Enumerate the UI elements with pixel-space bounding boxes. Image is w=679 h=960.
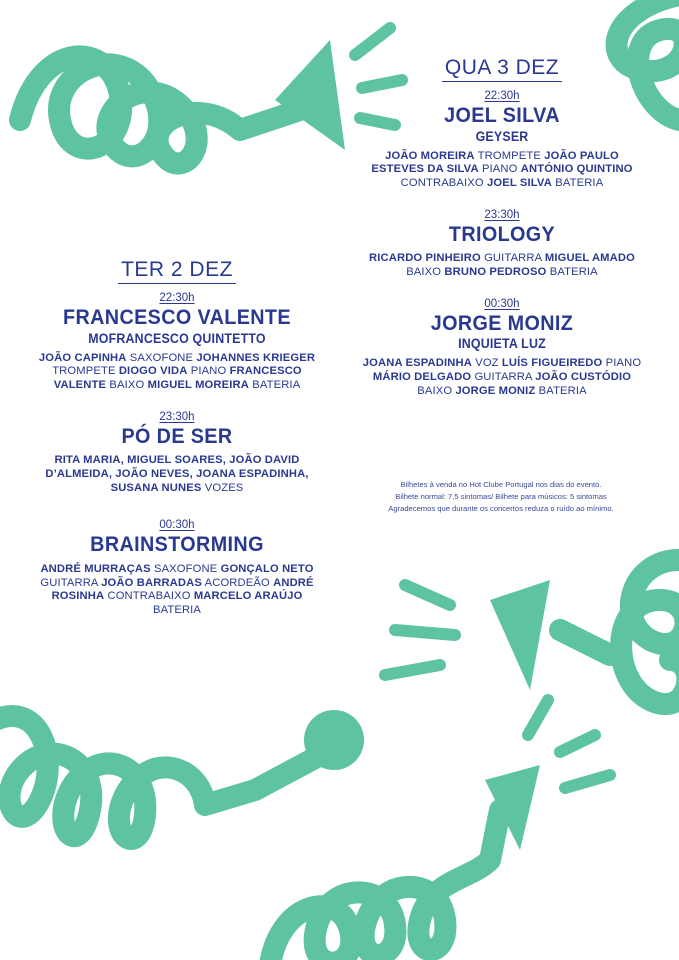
act-po-de-ser xyxy=(32,407,322,496)
instrument: VOZ xyxy=(475,357,499,370)
act-lineup xyxy=(362,357,642,398)
act-lineup xyxy=(32,352,322,393)
musician-name: RITA MARIA, MIGUEL SOARES, JOÃO DAVID D’ALMEIDA, JOÃO NEVES, JOANA ESPADINHA, SUSANA NUNES xyxy=(45,454,309,494)
horn-illustration-top-left xyxy=(20,56,300,163)
act-band: MOFRANCESCO QUINTETTO xyxy=(88,330,266,346)
ticket-info-line: Bilhete normal: 7,5 sintomas/ Bilhete para músicos: 5 sintomas xyxy=(395,491,607,501)
instrument: BATERIA xyxy=(549,265,598,278)
instrument: BAIXO xyxy=(417,384,453,397)
act-triology xyxy=(362,205,642,280)
act-name: JOEL SILVA xyxy=(444,103,560,127)
act-time: 22:30h xyxy=(159,292,195,304)
ticket-info-line: Agradecemos que durante os concertos reduza o ruído ao mínimo. xyxy=(388,503,614,513)
horn-illustration-bottom-right xyxy=(270,810,500,960)
musician-name: JOEL SILVA xyxy=(487,176,552,189)
musician-name: ANDRÉ MURRAÇAS xyxy=(40,562,151,575)
act-name: TRIOLOGY xyxy=(448,221,556,246)
act-time: 22:30h xyxy=(484,90,520,102)
instrument: BATERIA xyxy=(252,378,301,391)
instrument: PIANO xyxy=(481,163,518,176)
act-time: 23:30h xyxy=(484,208,520,221)
musician-name: JOÃO CUSTÓDIO xyxy=(535,370,632,383)
musician-name: JOÃO PAULO ESTEVES DA SILVA xyxy=(371,149,619,176)
instrument: ACORDEÃO xyxy=(204,576,270,589)
musician-name: MIGUEL AMADO xyxy=(544,252,635,265)
instrument: GUITARRA xyxy=(40,576,98,589)
musician-name: JOANA ESPADINHA xyxy=(362,357,472,370)
instrument: BATERIA xyxy=(538,384,587,397)
day-heading: TER 2 DEZ xyxy=(118,258,236,284)
act-lineup xyxy=(32,454,322,495)
act-band: INQUIETA LUZ xyxy=(458,336,546,352)
act-lineup xyxy=(362,150,642,191)
ticket-info xyxy=(368,479,634,514)
instrument: VOZES xyxy=(204,481,244,494)
musician-name: RICARDO PINHEIRO xyxy=(369,252,481,265)
instrument: SAXOFONE xyxy=(129,351,194,364)
musician-name: MIGUEL MOREIRA xyxy=(147,378,249,391)
instrument: SAXOFONE xyxy=(153,562,218,575)
instrument: PIANO xyxy=(190,365,227,378)
musician-name: DIOGO VIDA xyxy=(118,365,188,378)
musician-name: JOÃO BARRADAS xyxy=(101,576,202,589)
musician-name: JOHANNES KRIEGER xyxy=(196,351,316,364)
musician-name: JOÃO MOREIRA xyxy=(385,149,475,162)
musician-name: GONÇALO NETO xyxy=(220,562,314,575)
instrument: BAIXO xyxy=(406,265,442,278)
instrument: CONTRABAIXO xyxy=(400,176,484,189)
act-name: FRANCESCO VALENTE xyxy=(63,305,291,329)
act-name: BRAINSTORMING xyxy=(90,532,264,557)
act-time: 00:30h xyxy=(159,519,195,532)
instrument: GUITARRA xyxy=(474,370,533,383)
act-joel-silva xyxy=(362,86,642,191)
instrument: TROMPETE xyxy=(477,149,541,162)
day-column-tue xyxy=(32,258,322,631)
musician-name: MARCELO ARAÚJO xyxy=(193,590,303,603)
act-time: 23:30h xyxy=(159,410,195,423)
day-heading: QUA 3 DEZ xyxy=(442,56,562,82)
instrument: BATERIA xyxy=(555,176,604,189)
musician-name: FRANCESCO VALENTE xyxy=(53,365,302,391)
act-name: PÓ DE SER xyxy=(121,423,233,448)
musician-name: BRUNO PEDROSO xyxy=(444,265,547,278)
horn-illustration-bottom-left xyxy=(0,716,330,839)
horn-illustration-right xyxy=(560,560,679,704)
instrument: BATERIA xyxy=(152,603,202,616)
act-name: JORGE MONIZ xyxy=(430,310,574,335)
act-band: GEYSER xyxy=(475,128,529,144)
act-lineup xyxy=(362,252,642,279)
musician-name: ANTÓNIO QUINTINO xyxy=(520,163,633,176)
instrument: BAIXO xyxy=(109,378,145,391)
musician-name: JOÃO CAPINHA xyxy=(38,351,127,364)
ticket-info-line: Bilhetes à venda no Hot Clube Portugal nos dias do evento. xyxy=(400,480,602,489)
musician-name: ANDRÉ ROSINHA xyxy=(51,576,314,603)
act-brainstorming xyxy=(32,515,322,617)
musician-name: LUÍS FIGUEIREDO xyxy=(501,357,603,370)
instrument: TROMPETE xyxy=(52,365,116,378)
musician-name: MÁRIO DELGADO xyxy=(372,370,472,383)
instrument: PIANO xyxy=(605,357,642,370)
instrument: CONTRABAIXO xyxy=(107,590,191,603)
musician-name: JORGE MONIZ xyxy=(455,384,536,397)
act-time: 00:30h xyxy=(484,297,520,310)
act-francesco-valente xyxy=(32,288,322,393)
day-column-wed xyxy=(362,56,642,412)
instrument: GUITARRA xyxy=(484,252,542,265)
act-jorge-moniz xyxy=(362,294,642,399)
act-lineup xyxy=(32,563,322,618)
